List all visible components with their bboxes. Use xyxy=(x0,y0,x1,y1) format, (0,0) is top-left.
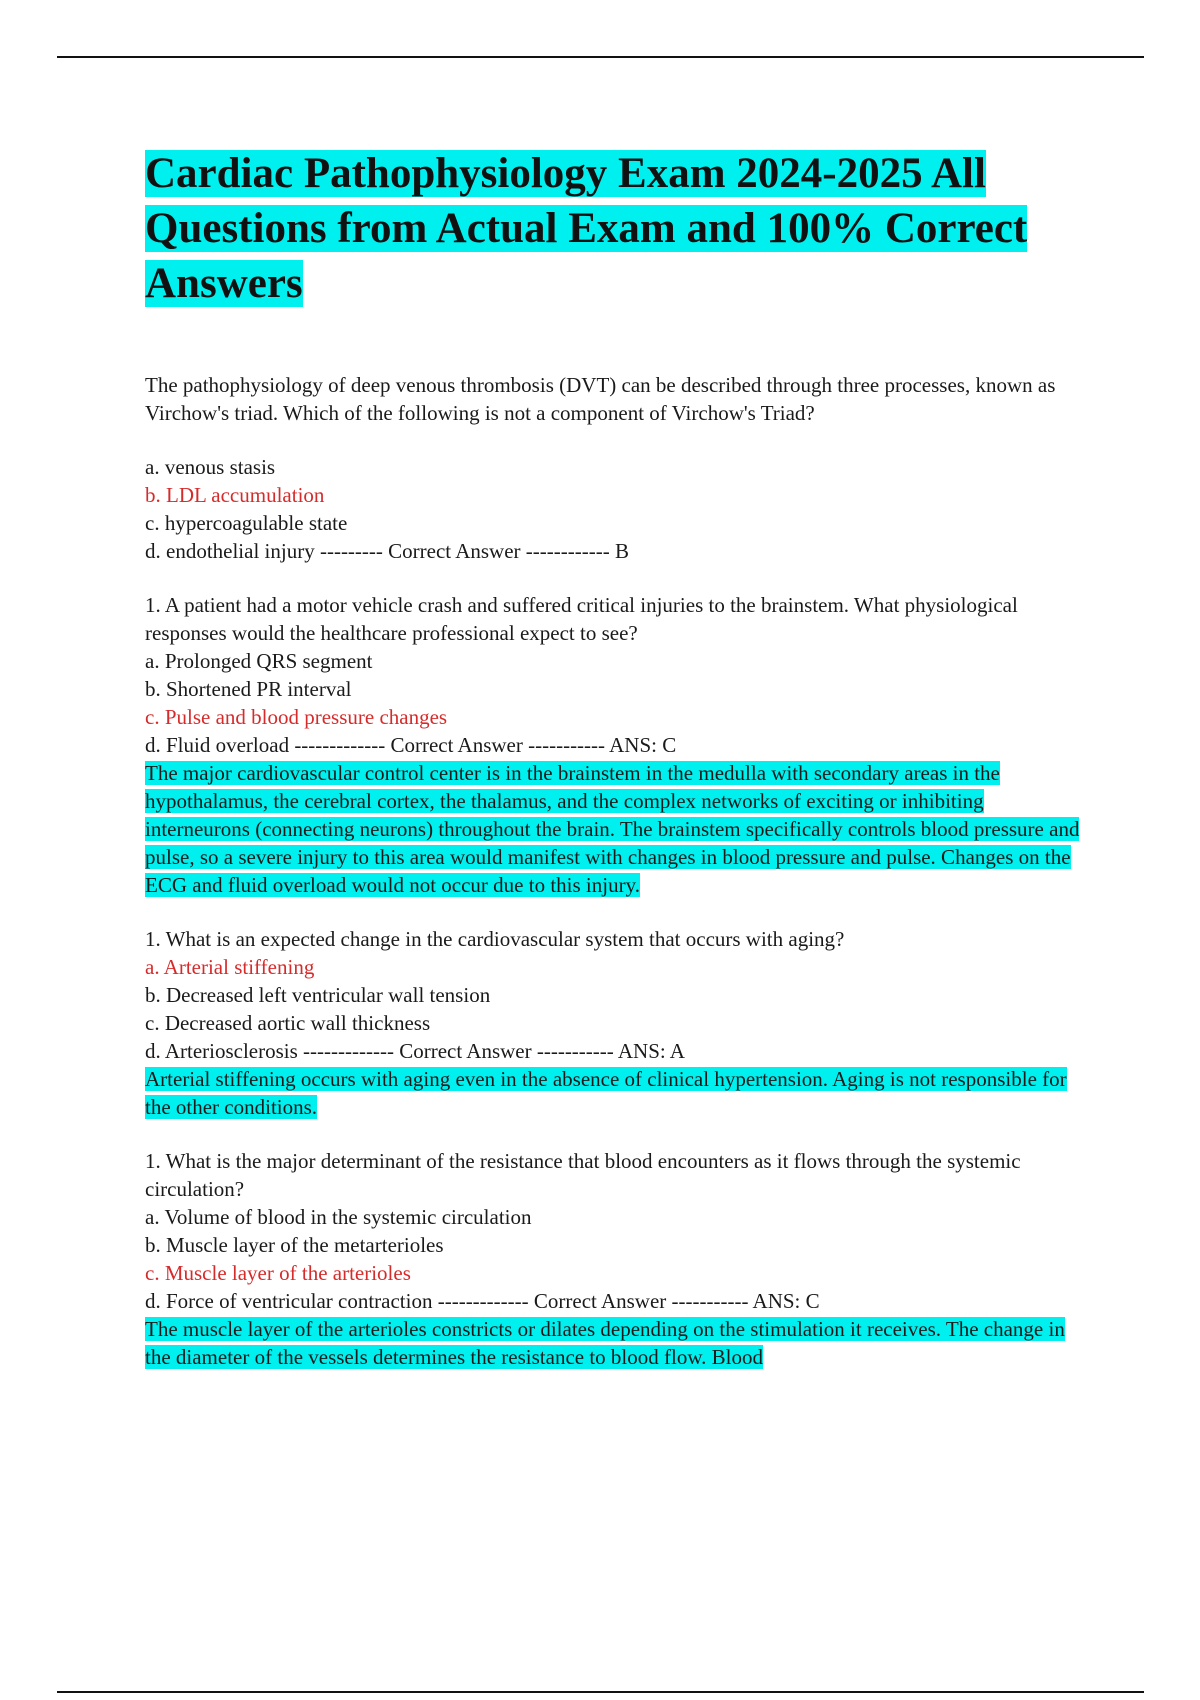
option-d-with-answer: d. Force of ventricular contraction ------------- Correct Answer ----------- ANS: C xyxy=(145,1289,820,1313)
option-d-with-answer: d. Arteriosclerosis ------------- Correct Answer ----------- ANS: A xyxy=(145,1039,685,1063)
question-block-1 xyxy=(145,371,1085,565)
question-block-2 xyxy=(145,591,1085,899)
answer-rationale: Arterial stiffening occurs with aging even in the absence of clinical hypertension. Aging is not responsible for the other conditions. xyxy=(145,1067,1067,1119)
option-c-correct: c. Muscle layer of the arterioles xyxy=(145,1261,411,1285)
answer-rationale: The major cardiovascular control center is in the brainstem in the medulla with secondary areas in the hypothalamus, the cerebral cortex, the thalamus, and the complex networks of exciting or inhibiting interneurons (connecting neurons) throughout the brain. The brainstem specifically controls blood pressure and pulse, so a severe injury to this area would manifest with changes in blood pressure and pulse. Changes on the ECG and fluid overload would not occur due to this injury. xyxy=(145,761,1080,897)
option-b: b. Muscle layer of the metarterioles xyxy=(145,1233,444,1257)
top-rule xyxy=(57,56,1144,58)
question-block-3 xyxy=(145,925,1085,1121)
option-a: a. venous stasis xyxy=(145,455,276,479)
option-b: b. Shortened PR interval xyxy=(145,677,352,701)
option-d-with-answer: d. Fluid overload ------------- Correct Answer ----------- ANS: C xyxy=(145,733,677,757)
option-a: a. Volume of blood in the systemic circulation xyxy=(145,1205,532,1229)
document-body xyxy=(145,146,1085,1371)
option-c: c. Decreased aortic wall thickness xyxy=(145,1011,431,1035)
document-title xyxy=(145,146,1085,311)
option-c: c. hypercoagulable state xyxy=(145,511,348,535)
title-highlight: Cardiac Pathophysiology Exam 2024-2025 All Questions from Actual Exam and 100% Correct Answers xyxy=(145,150,1028,307)
question-stem: 1. What is the major determinant of the resistance that blood encounters as it flows through the systemic circulation? xyxy=(145,1149,1026,1201)
option-b-correct: b. LDL accumulation xyxy=(145,483,325,507)
option-d-with-answer: d. endothelial injury --------- Correct Answer ------------ B xyxy=(145,539,629,563)
option-a: a. Prolonged QRS segment xyxy=(145,649,373,673)
option-c-correct: c. Pulse and blood pressure changes xyxy=(145,705,448,729)
answer-rationale: The muscle layer of the arterioles constricts or dilates depending on the stimulation it receives. The change in the diameter of the vessels determines the resistance to blood flow. Blood xyxy=(145,1317,1065,1369)
option-a-correct: a. Arterial stiffening xyxy=(145,955,315,979)
question-stem: The pathophysiology of deep venous thrombosis (DVT) can be described through three processes, known as Virchow's triad. Which of the following is not a component of Virchow's Triad? xyxy=(145,373,1061,425)
bottom-rule xyxy=(57,1691,1144,1693)
question-block-4 xyxy=(145,1147,1085,1371)
question-stem: 1. What is an expected change in the cardiovascular system that occurs with aging? xyxy=(145,927,845,951)
question-stem: 1. A patient had a motor vehicle crash and suffered critical injuries to the brainstem. What physiological responses would the healthcare professional expect to see? xyxy=(145,593,1024,645)
option-b: b. Decreased left ventricular wall tension xyxy=(145,983,491,1007)
